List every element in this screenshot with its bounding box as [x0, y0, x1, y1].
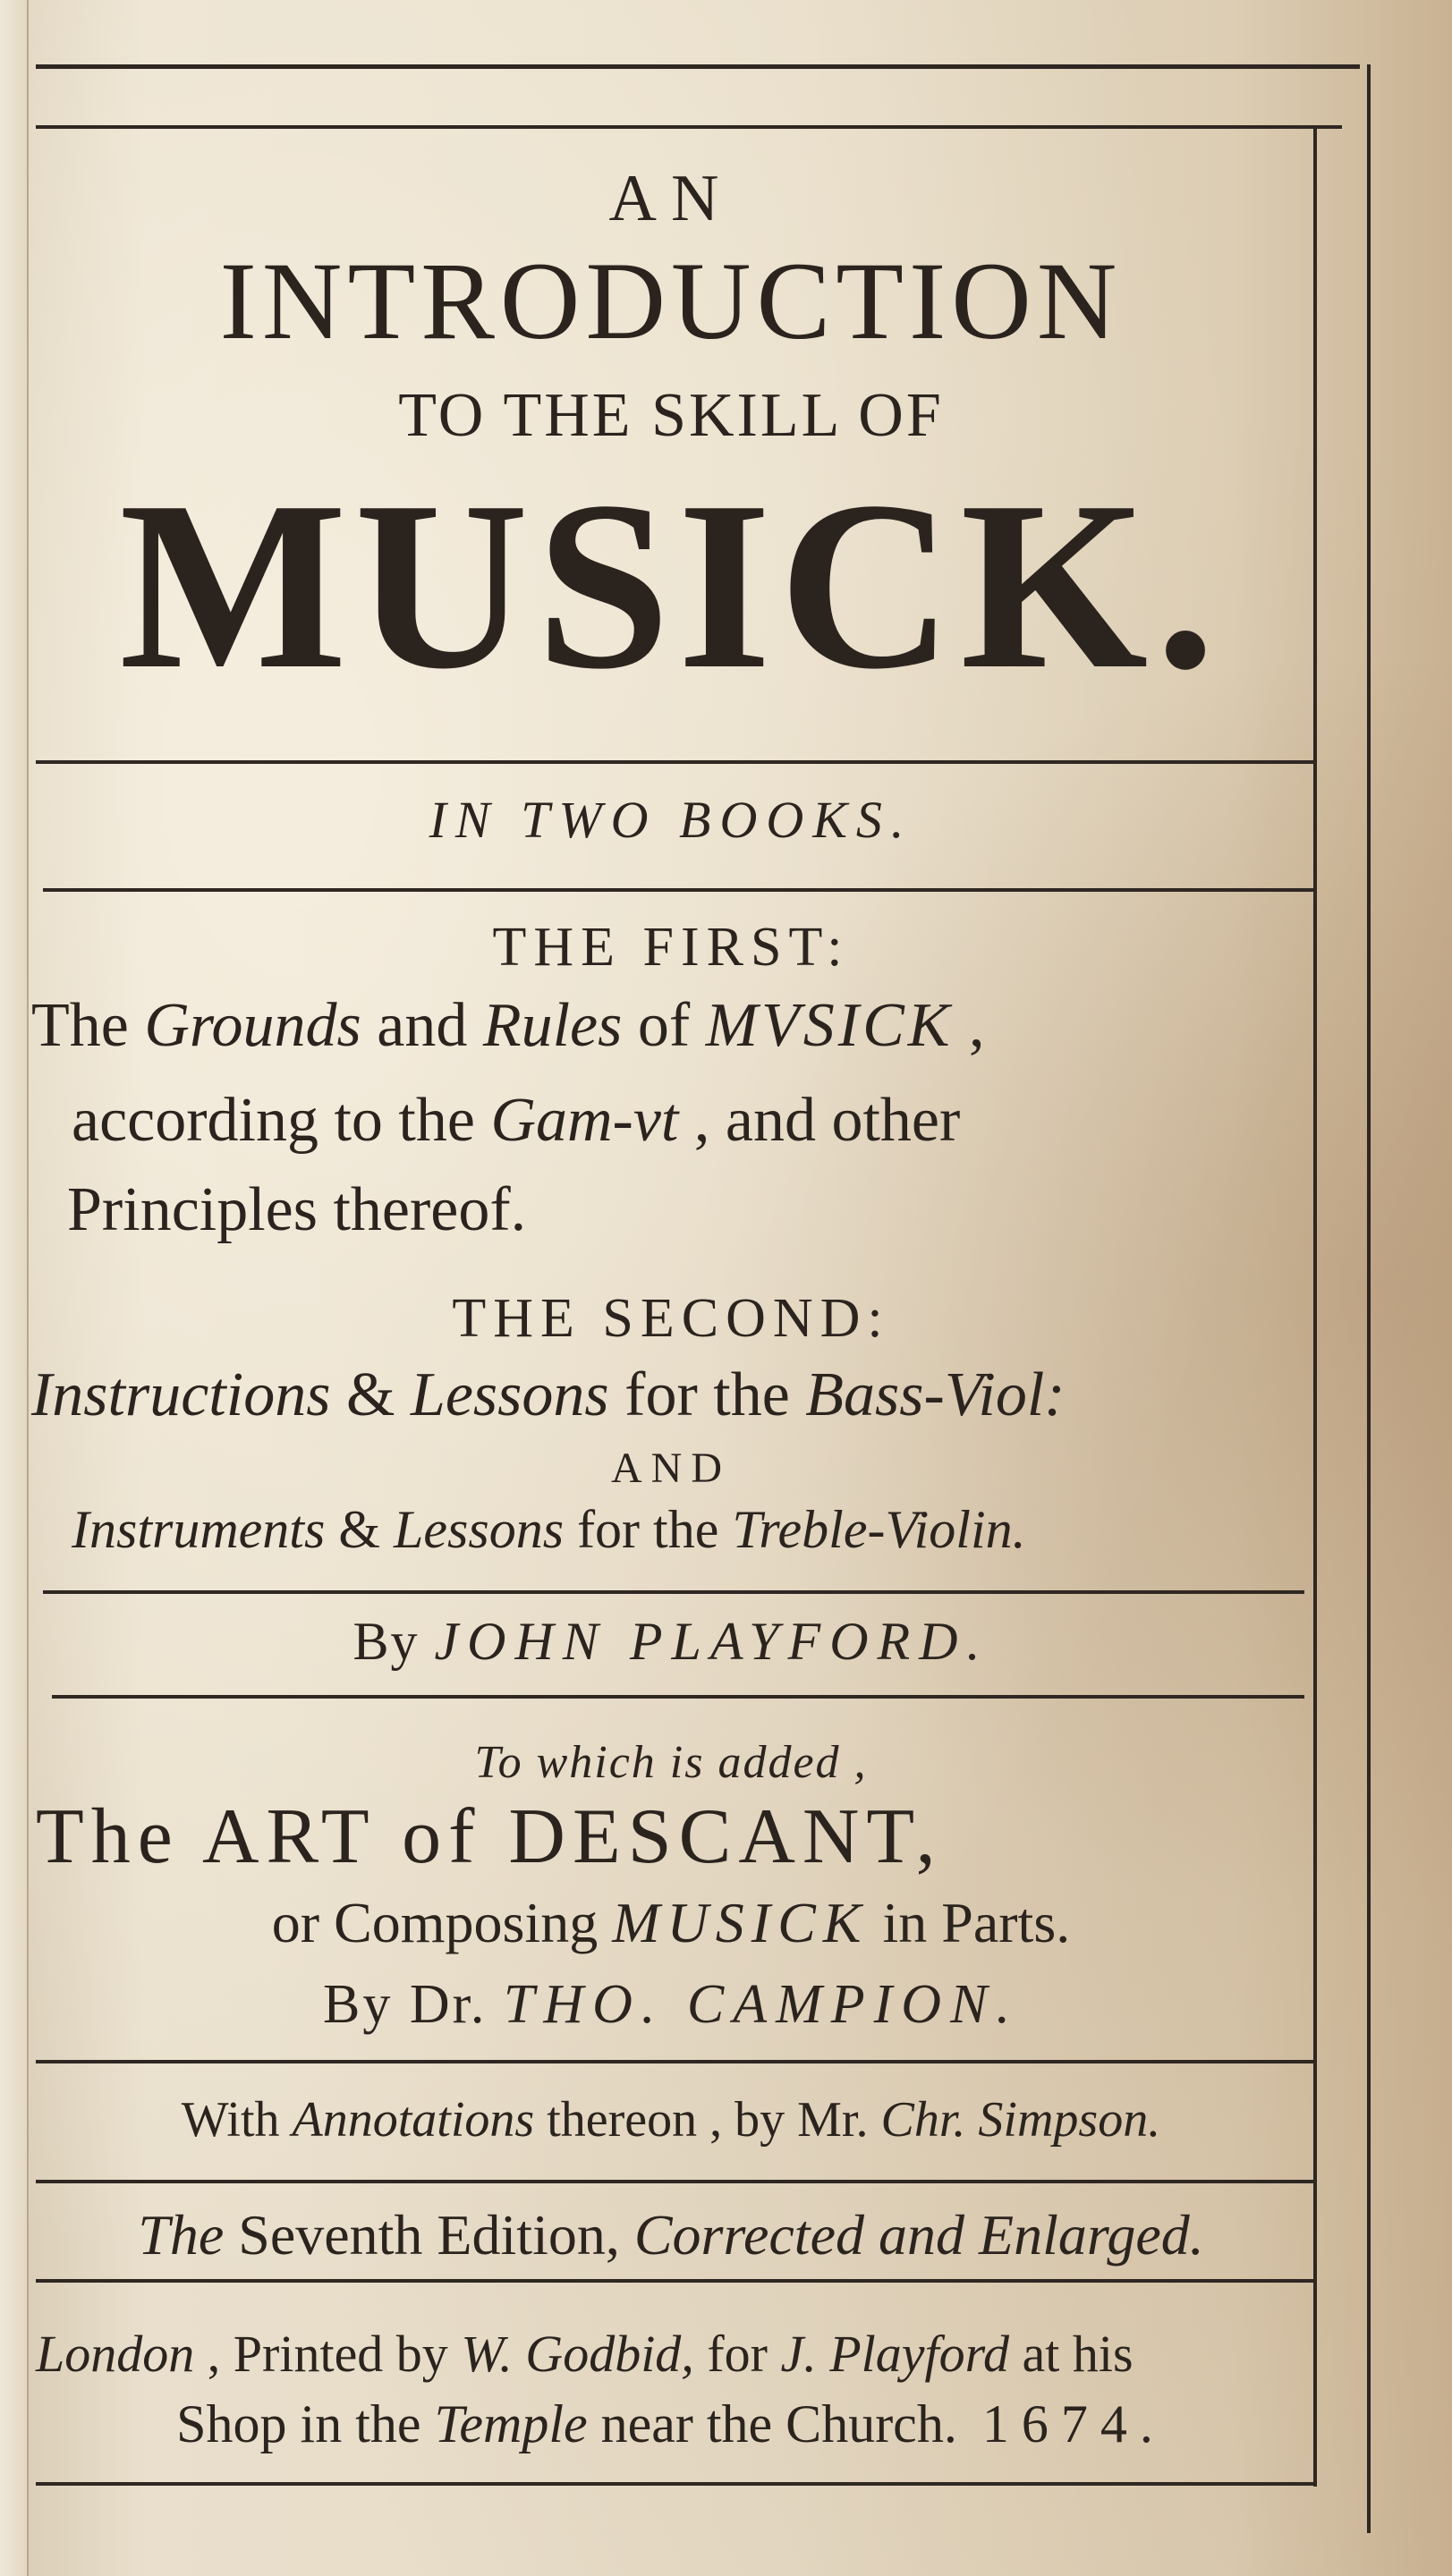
second-book-line-2: Instruments & Lessons for the Treble-Violin.	[72, 1500, 1026, 1559]
to-which-is-added: To which is added ,	[474, 1737, 868, 1788]
first-book-line-3: Principles thereof.	[67, 1175, 527, 1244]
divider-3	[43, 1590, 1304, 1594]
divider-4	[52, 1695, 1304, 1699]
binding-edge	[0, 0, 29, 2576]
divider-1	[36, 760, 1313, 764]
divider-2	[43, 888, 1313, 892]
frame-top-outer	[36, 64, 1360, 69]
frame-top-inner	[36, 125, 1342, 129]
frame-right-outer	[1367, 64, 1371, 2533]
title-musick: MUSICK.	[119, 452, 1223, 719]
divider-6	[36, 2180, 1313, 2183]
title-an: AN	[608, 162, 734, 235]
first-book-line-1: The Grounds and Rules of MVSICK ,	[31, 991, 985, 1060]
art-of-descant: The ART of DESCANT,	[36, 1793, 943, 1880]
imprint-line-1: London , Printed by W. Godbid, for J. Playford at his	[36, 2325, 1134, 2383]
the-second-heading: THE SECOND:	[452, 1288, 890, 1349]
author-line: By JOHN PLAYFORD.	[352, 1612, 989, 1671]
divider-7	[36, 2279, 1313, 2283]
in-two-books: IN TWO BOOKS.	[429, 791, 913, 849]
the-first-heading: THE FIRST:	[492, 917, 850, 978]
campion-line: By Dr. THO. CAMPION.	[323, 1974, 1019, 2035]
divider-5	[36, 2060, 1313, 2063]
composing-line: or Composing MUSICK in Parts.	[271, 1891, 1071, 1954]
title-to-the-skill-of: TO THE SKILL OF	[398, 381, 944, 450]
edition-line: The Seventh Edition, Corrected and Enlarged.	[138, 2203, 1204, 2267]
and-heading: AND	[611, 1445, 731, 1492]
title-introduction: INTRODUCTION	[219, 240, 1123, 362]
frame-bottom	[36, 2482, 1315, 2486]
second-book-line-1: Instructions & Lessons for the Bass-Viol:	[31, 1360, 1066, 1429]
imprint-line-2: Shop in the Temple near the Church. 1674.	[176, 2394, 1166, 2453]
first-book-line-2: according to the Gam-vt , and other	[72, 1086, 961, 1155]
annotations-line: With Annotations thereon , by Mr. Chr. Simpson.	[181, 2092, 1161, 2148]
